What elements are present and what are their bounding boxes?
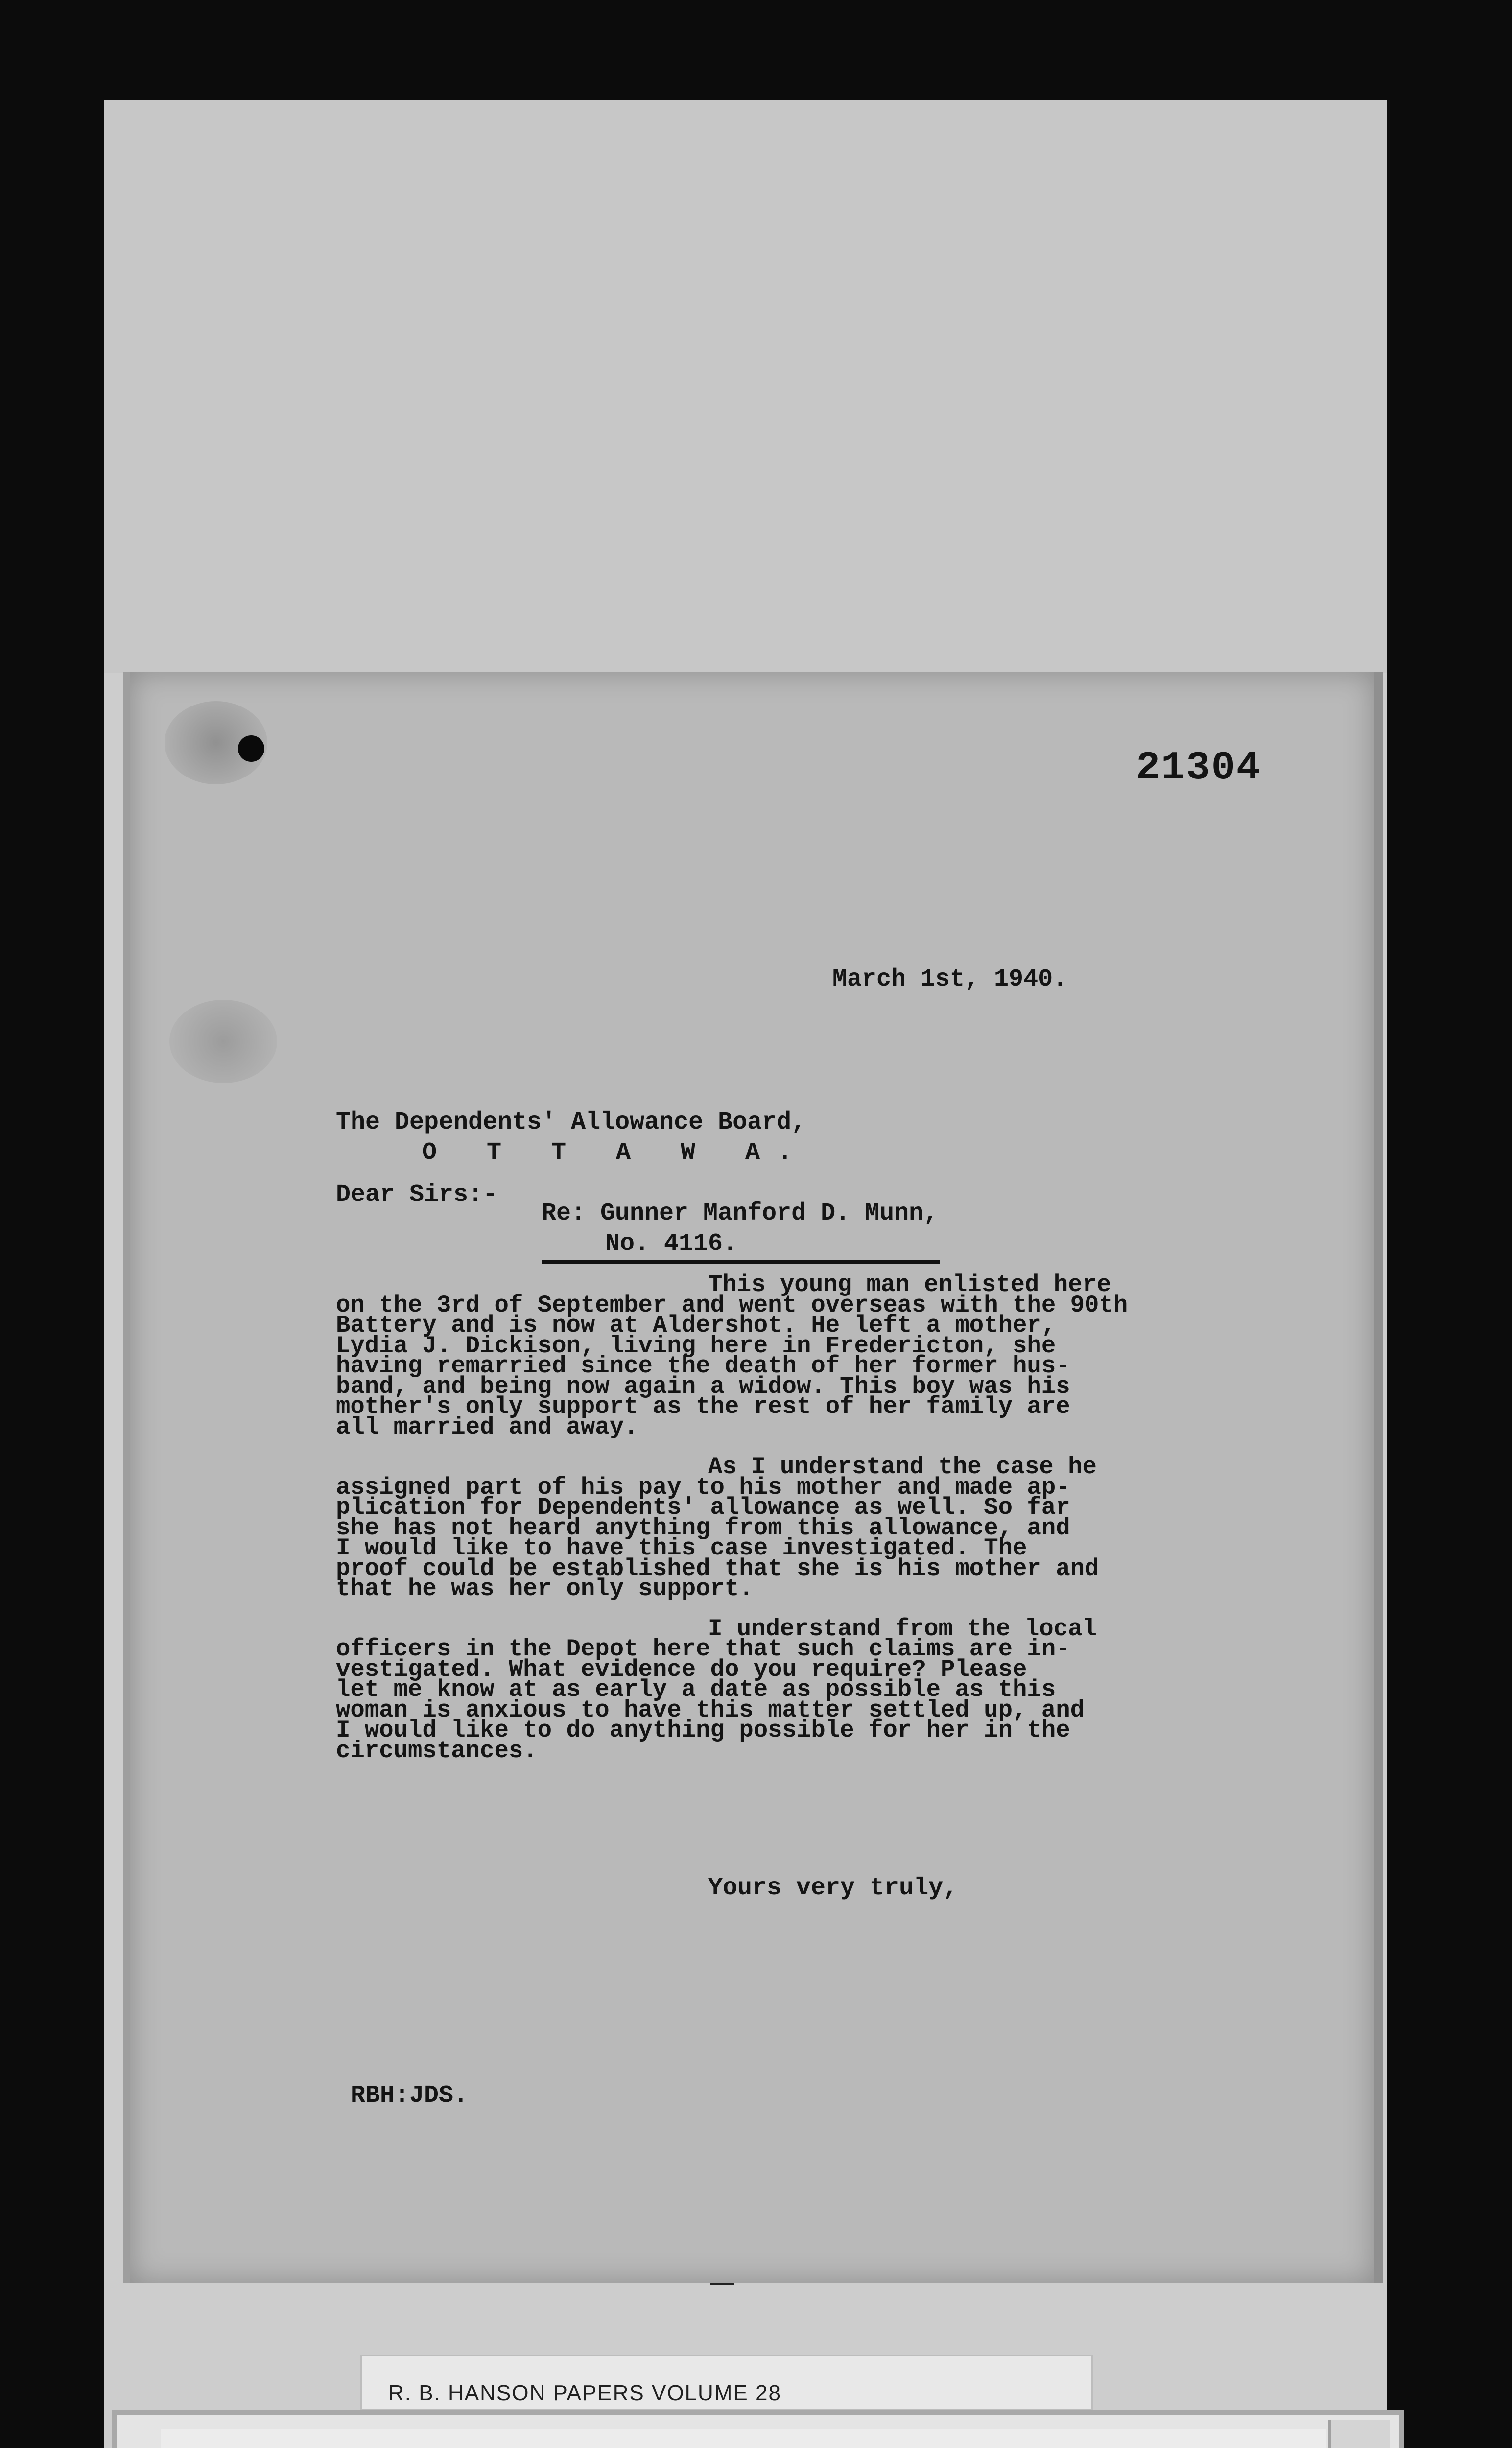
mount-upper-panel	[104, 100, 1387, 673]
letter-sheet	[123, 672, 1383, 2283]
archives-stamp-edge	[1328, 2420, 1390, 2448]
typist-initials: RBH:JDS.	[351, 2082, 469, 2110]
letter-date: March 1st, 1940.	[832, 965, 1068, 993]
addressee-city: O T T A W A.	[422, 1139, 810, 1167]
letter-paragraph-1: This young man enlisted here on the 3rd of September and went overseas with the 90th Battery and is now at Aldershot. He left a mother, Lydia J. Dickison, living here in Fredericton, she having remarried since the death of her former hus- band, and being now again a widow. This boy was his mother's only support as the rest of her family are all married and away.	[336, 1271, 1128, 1441]
volume-label	[360, 2355, 1093, 2411]
sheet-shadow-mark	[710, 2283, 734, 2285]
reference-block	[542, 1199, 940, 1264]
archives-stamp-card	[161, 2429, 1326, 2448]
addressee-name: The Dependents' Allowance Board,	[336, 1108, 806, 1136]
addressee-block	[336, 1107, 810, 1168]
letter-body	[336, 1271, 1188, 1781]
archives-stamp	[112, 2410, 1404, 2448]
reference-subject: Re: Gunner Manford D. Munn,	[542, 1200, 939, 1227]
volume-label-text: R. B. HANSON PAPERS VOLUME 28	[388, 2381, 781, 2405]
letter-paragraph-3: I understand from the local officers in the Depot here that such claims are in- vestigated. What evidence do you require? Please let me know at as early a date as possible as this woman is anxious to have this matter settled up, and I would like to do anything possible for her in the circumstances.	[336, 1615, 1097, 1765]
salutation: Dear Sirs:-	[336, 1181, 498, 1209]
punch-hole	[238, 735, 264, 762]
complimentary-close: Yours very truly,	[708, 1874, 958, 1902]
reference-number: No. 4116.	[542, 1229, 940, 1264]
ink-smudge	[169, 1000, 277, 1083]
file-number: 21304	[1135, 745, 1261, 791]
letter-paragraph-2: As I understand the case he assigned part of his pay to his mother and made ap- plication for Dependents' allowance as well. So far she has not heard anything from this allowance, and I would like to have this case investigated. The proof could be established that she is his mother and that he was her only support.	[336, 1453, 1099, 1602]
